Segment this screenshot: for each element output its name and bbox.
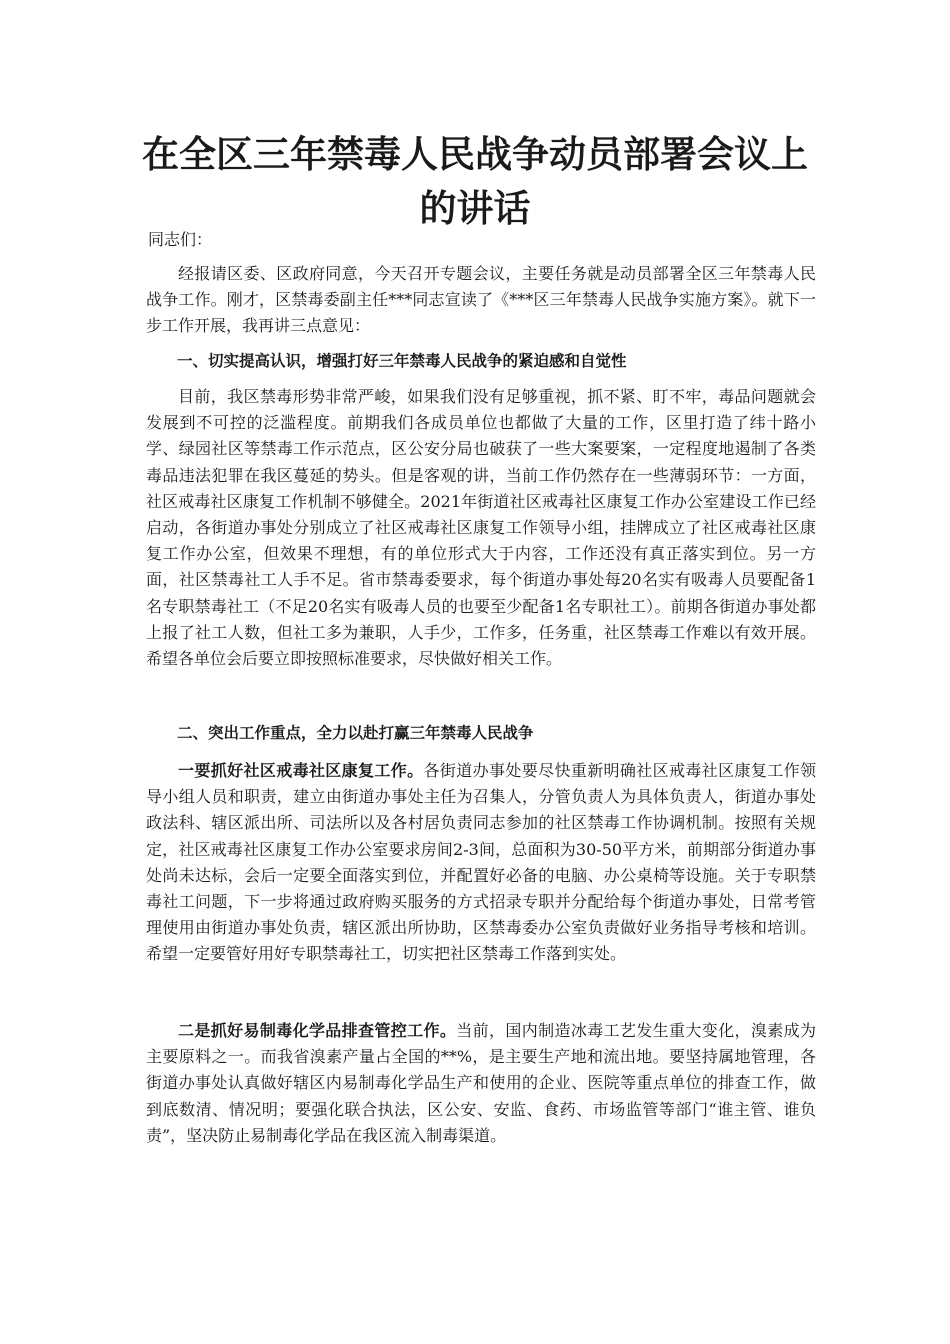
section2-item1-lead: 一要抓好社区戒毒社区康复工作。: [178, 761, 424, 780]
section1-paragraph: 目前，我区禁毒形势非常严峻，如果我们没有足够重视，抓不紧、盯不牢，毒品问题就会发展到不可控的泛滥程度。前期我们各成员单位也都做了大量的工作，区里打造了纬十路小学、绿园社区等禁毒工作示范点，区公安分局也破获了一些大案要案，一定程度地遏制了各类毒品违法犯罪在我区蔓延的势头。但是客观的讲，当前工作仍然存在一些薄弱环节：一方面，社区戒毒社区康复工作机制不够健全。2021年街道社区戒毒社区康复工作办公室建设工作已经启动，各街道办事处分别成立了社区戒毒社区康复工作领导小组，挂牌成立了社区戒毒社区康复工作办公室，但效果不理想，有的单位形式大于内容，工作还没有真正落实到位。另一方面，社区禁毒社工人手不足。省市禁毒委要求，每个街道办事处每20名实有吸毒人员要配备1名专职禁毒社工（不足20名实有吸毒人员的也要至少配备1名专职社工）。前期各街道办事处都上报了社工人数，但社工多为兼职，人手少，工作多，任务重，社区禁毒工作难以有效开展。希望各单位会后要立即按照标准要求，尽快做好相关工作。: [146, 387, 816, 669]
section2-item2-lead: 二是抓好易制毒化学品排查管控工作。: [178, 1021, 457, 1040]
section1-heading: 一、切实提高认识，增强打好三年禁毒人民战争的紧迫感和自觉性: [177, 352, 627, 370]
section2-heading: 二、突出工作重点，全力以赴打赢三年禁毒人民战争: [177, 724, 534, 742]
section2-item1-text: 各街道办事处要尽快重新明确社区戒毒社区康复工作领导小组人员和职责，建立由街道办事处主任为召集人，分管负责人为具体负责人，街道办事处政法科、辖区派出所、司法所以及各村居负责同志参加的社区禁毒工作协调机制。按照有关规定，社区戒毒社区康复工作办公室要求房间2-3间，总面积为30-50平方米，前期部分街道办事处尚未达标，会后一定要全面落实到位，并配置好必备的电脑、办公桌椅等设施。关于专职禁毒社工问题，下一步将通过政府购买服务的方式招录专职并分配给每个街道办事处，日常考管理使用由街道办事处负责，辖区派出所协助，区禁毒委办公室负责做好业务指导考核和培训。希望一定要管好用好专职禁毒社工，切实把社区禁毒工作落到实处。: [146, 761, 816, 964]
section2-item1-paragraph: [146, 758, 816, 968]
salutation: 同志们：: [148, 230, 213, 249]
intro-paragraph: 经报请区委、区政府同意，今天召开专题会议，主要任务就是动员部署全区三年禁毒人民战争工作。刚才，区禁毒委副主任***同志宣读了《***区三年禁毒人民战争实施方案》。就下一步工作开展，我再讲三点意见：: [146, 264, 816, 336]
section2-item2-text: 当前，国内制造冰毒工艺发生重大变化，溴素成为主要原料之一。而我省溴素产量占全国的**%，是主要生产地和流出地。要坚持属地管理，各街道办事处认真做好辖区内易制毒化学品生产和使用的企业、医院等重点单位的排查工作，做到底数清、情况明；要强化联合执法，区公安、安监、食药、市场监管等部门“谁主管、谁负责”，坚决防止易制毒化学品在我区流入制毒渠道。: [146, 1021, 816, 1145]
section2-item2-paragraph: [146, 1018, 816, 1149]
document-title-line2: 的讲话: [419, 187, 531, 230]
document-title-line1: 在全区三年禁毒人民战争动员部署会议上: [142, 133, 808, 176]
